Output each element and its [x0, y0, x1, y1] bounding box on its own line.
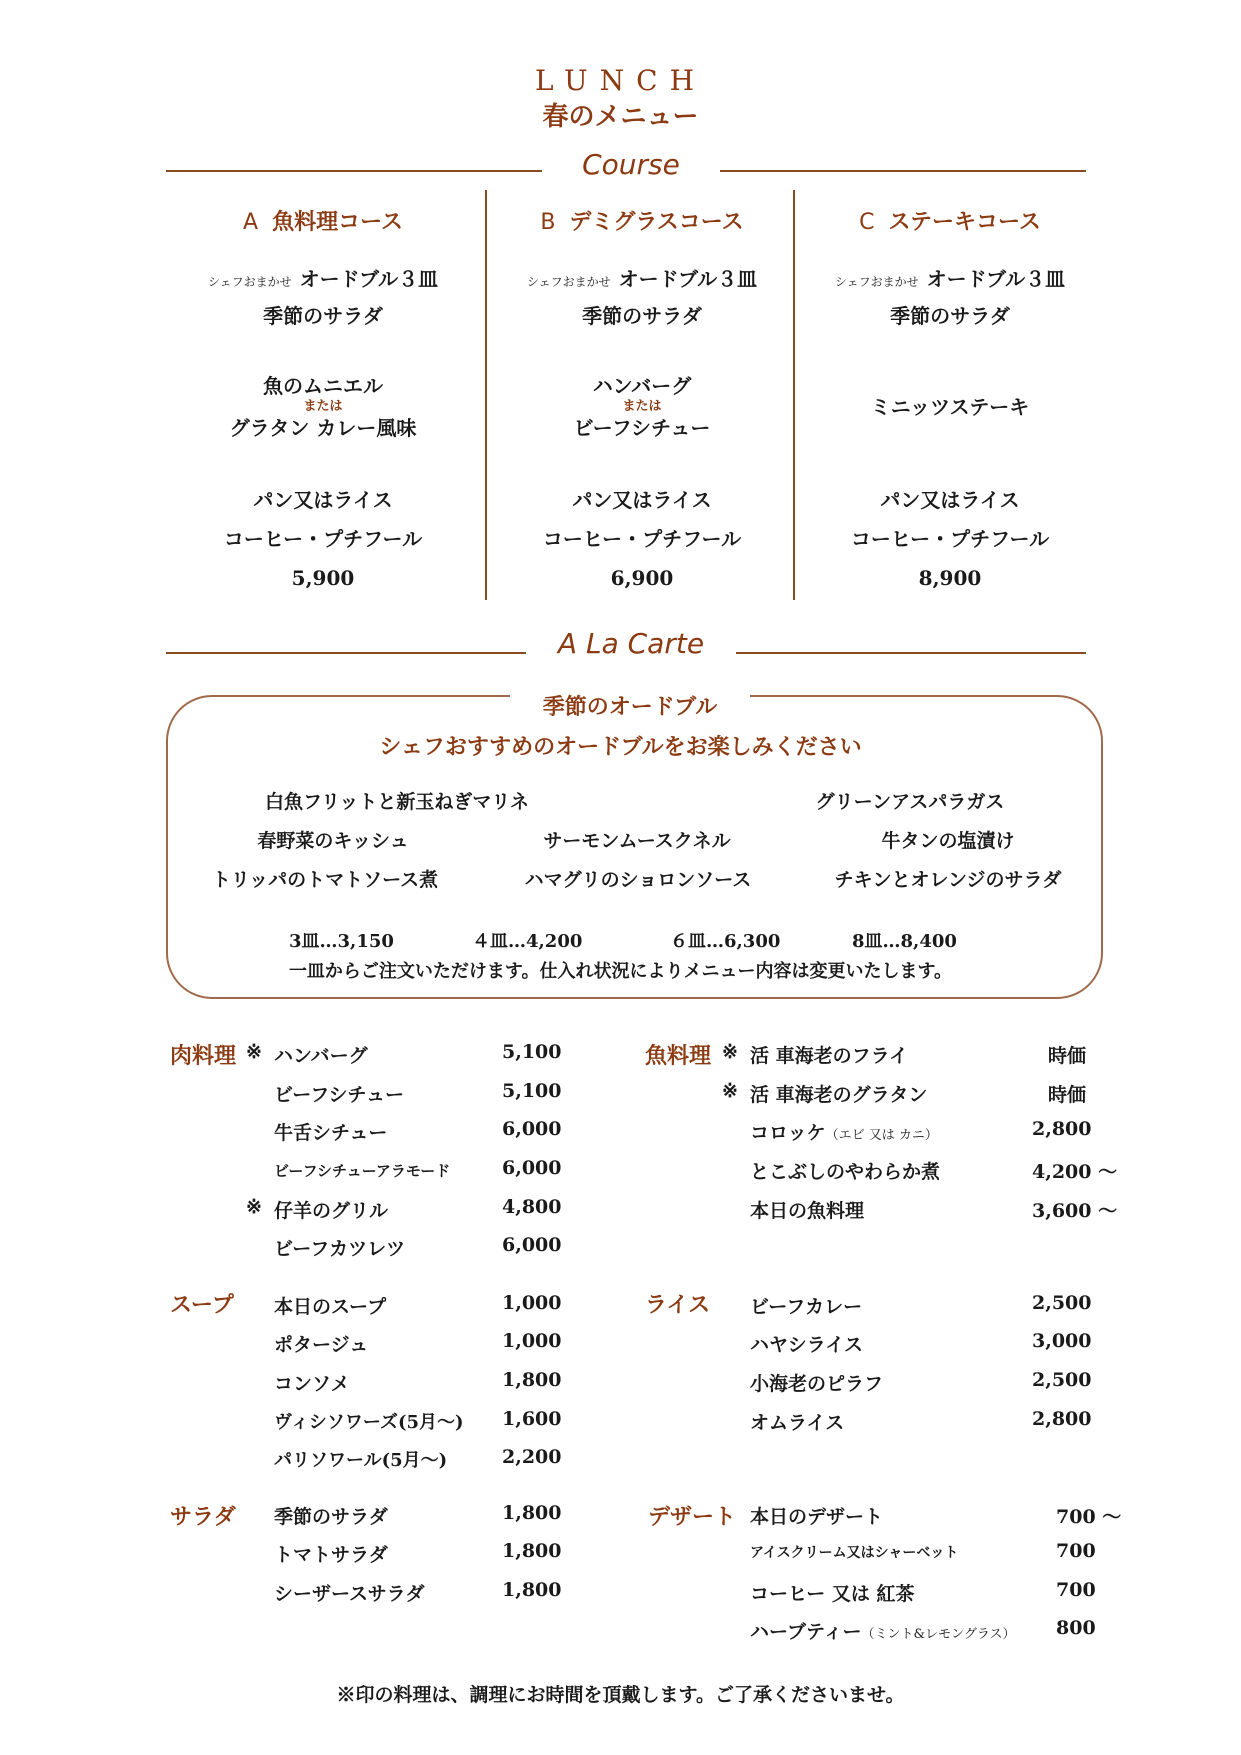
menu-row: ※ ハンバーグ 5,100	[246, 1041, 562, 1067]
category-rice: ライス	[645, 1292, 711, 1318]
category-salad: サラダ	[170, 1504, 236, 1530]
menu-row: シーザースサラダ 1,800	[274, 1579, 562, 1605]
course-price: 5,900	[291, 566, 355, 590]
footer-note: ※印の料理は、調理にお時間を頂戴します。ご了承くださいませ。	[336, 1684, 905, 1706]
hors-item: グリーンアスパラガス	[815, 791, 1005, 813]
menu-row: 小海老のピラフ 2,500	[750, 1369, 1092, 1395]
menu-row: ビーフカレー 2,500	[750, 1292, 1092, 1318]
menu-row: ※ 仔羊のグリル 4,800	[246, 1196, 562, 1222]
menu-row: ※ 活 車海老のグラタン 時価	[722, 1080, 1087, 1106]
course-title: A 魚料理コース	[243, 209, 403, 235]
course-title: B デミグラスコース	[540, 209, 744, 235]
menu-row: コロッケ（エビ 又は カニ） 2,800	[750, 1118, 1092, 1144]
menu-row: ビーフシチュー 5,100	[274, 1080, 562, 1106]
course-section-title: Course	[582, 148, 680, 181]
divider-right	[720, 170, 1086, 172]
menu-row: オムライス 2,800	[750, 1408, 1092, 1434]
divider-left	[166, 652, 526, 654]
hors-price: ６皿…6,300	[670, 931, 781, 952]
menu-row: 季節のサラダ 1,800	[274, 1502, 562, 1528]
menu-row: 本日のスープ 1,000	[274, 1292, 562, 1318]
hors-item: 牛タンの塩漬け	[881, 830, 1015, 852]
category-dessert: デザート	[648, 1504, 737, 1530]
menu-row: コンソメ 1,800	[274, 1369, 562, 1395]
menu-row: ※ 活 車海老のフライ 時価	[722, 1041, 1087, 1067]
menu-row: 牛舌シチュー 6,000	[274, 1118, 562, 1144]
category-soup: スープ	[170, 1292, 234, 1318]
course-price: 8,900	[918, 566, 982, 590]
course-a: A 魚料理コース シェフおまかせ オードブル３皿 季節のサラダ 魚のムニエル または グラタン カレー風味 パン又はライス コーヒー・プチフール 5,900	[168, 205, 478, 590]
hors-item: チキンとオレンジのサラダ	[834, 869, 1062, 891]
hors-subtitle: シェフおすすめのオードブルをお楽しみください	[379, 734, 862, 760]
menu-row: ビーフカツレツ 6,000	[274, 1234, 562, 1260]
menu-row: ハヤシライス 3,000	[750, 1330, 1092, 1356]
menu-row: トマトサラダ 1,800	[274, 1540, 562, 1566]
menu-row: ポタージュ 1,000	[274, 1330, 562, 1356]
lunch-heading: LUNCH	[534, 64, 706, 97]
hors-title: 季節のオードブル	[510, 690, 750, 721]
category-meat: 肉料理	[170, 1043, 237, 1069]
menu-row: ハーブティー（ミント&レモングラス） 800	[750, 1617, 1096, 1643]
menu-row: ビーフシチューアラモード 6,000	[274, 1157, 562, 1180]
course-b: B デミグラスコース シェフおまかせ オードブル３皿 季節のサラダ ハンバーグ または ビーフシチュー パン又はライス コーヒー・プチフール 6,900	[487, 205, 797, 590]
hors-item: トリッパのトマトソース煮	[211, 869, 439, 891]
hors-price: 3皿…3,150	[289, 931, 394, 952]
course-title: C ステーキコース	[859, 209, 1041, 235]
hors-item: 白魚フリットと新玉ねぎマリネ	[264, 791, 530, 813]
course-price: 6,900	[610, 566, 674, 590]
menu-row: パリソワール(5月～) 2,200	[274, 1446, 562, 1471]
hors-price: ４皿…4,200	[472, 931, 583, 952]
hors-item: 春野菜のキッシュ	[257, 830, 409, 852]
hors-item: ハマグリのショロンソース	[524, 869, 752, 891]
category-fish: 魚料理	[645, 1043, 712, 1069]
course-c: C ステーキコース シェフおまかせ オードブル３皿 季節のサラダ ミニッツステーキ パン又はライス コーヒー・プチフール 8,900	[795, 205, 1105, 590]
menu-row: とこぶしのやわらか煮 4,200 ～	[750, 1161, 1118, 1183]
menu-row: アイスクリーム又はシャーベット 700	[750, 1540, 1096, 1562]
menu-subtitle: 春のメニュー	[542, 102, 699, 132]
hors-item: サーモンムースクネル	[543, 830, 731, 852]
menu-row: 本日のデザート 700 ～	[750, 1506, 1122, 1528]
divider-left	[166, 170, 542, 172]
hors-note: 一皿からご注文いただけます。仕入れ状況によりメニュー内容は変更いたします。	[288, 961, 953, 982]
menu-row: 本日の魚料理 3,600 ～	[750, 1200, 1118, 1222]
menu-row: ヴィシソワーズ(5月～) 1,600	[274, 1408, 562, 1433]
hors-price: 8皿…8,400	[852, 931, 957, 952]
menu-row: コーヒー 又は 紅茶 700	[750, 1579, 1096, 1605]
divider-right	[736, 652, 1086, 654]
alacarte-section-title: A La Carte	[557, 627, 705, 660]
